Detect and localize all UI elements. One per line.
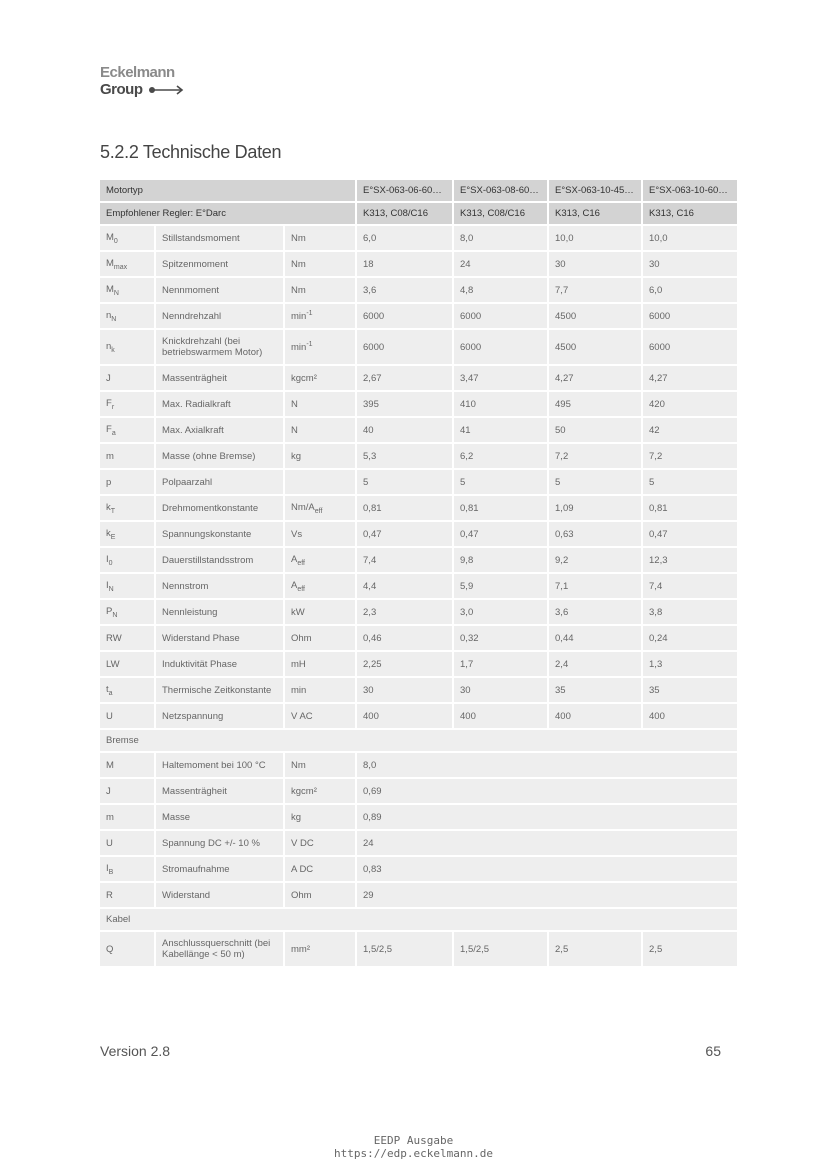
parameter-name: Haltemoment bei 100 °C xyxy=(156,753,283,777)
unit-cell xyxy=(285,496,355,520)
controller-value: K313, C08/C16 xyxy=(454,203,547,224)
symbol: I xyxy=(106,862,109,874)
value-cell: 6000 xyxy=(454,330,547,364)
table-row xyxy=(100,278,737,302)
parameter-name: Dauerstillstandsstrom xyxy=(156,548,283,572)
symbol-subscript: T xyxy=(110,507,116,515)
parameter-name: Induktivität Phase xyxy=(156,652,283,676)
company-logo xyxy=(100,64,186,98)
value-cell: 6000 xyxy=(357,304,452,328)
unit: Nm xyxy=(291,232,306,244)
unit-cell xyxy=(285,548,355,572)
parameter-name: Masse xyxy=(156,805,283,829)
symbol: n xyxy=(106,340,112,352)
table-row xyxy=(100,392,737,416)
table-row xyxy=(100,226,737,250)
symbol: m xyxy=(106,811,114,823)
section-title: 5.2.2 Technische Daten xyxy=(100,142,282,162)
unit-superscript: -1 xyxy=(306,309,313,317)
symbol-cell xyxy=(100,496,154,520)
value-cell: 6,0 xyxy=(643,278,737,302)
parameter-name: Spitzenmoment xyxy=(156,252,283,276)
symbol-cell xyxy=(100,857,154,881)
symbol: k xyxy=(106,501,111,513)
table-row xyxy=(100,652,737,676)
parameter-name: Nennstrom xyxy=(156,574,283,598)
value-cell: 35 xyxy=(549,678,641,702)
value-cell: 3,47 xyxy=(454,366,547,390)
value-cell: 0,47 xyxy=(357,522,452,546)
value-cell: 0,47 xyxy=(643,522,737,546)
parameter-name: Polpaarzahl xyxy=(156,470,283,494)
stamp-line-1: EEDP Ausgabe xyxy=(373,1134,454,1147)
table-row xyxy=(100,304,737,328)
unit: Nm xyxy=(291,759,306,771)
footer-page-number: 65 xyxy=(705,1043,721,1059)
table-row xyxy=(100,252,737,276)
value-cell: 3,6 xyxy=(357,278,452,302)
value-cell: 1,5/2,5 xyxy=(357,932,452,966)
symbol-subscript: 0 xyxy=(108,559,113,567)
table-row xyxy=(100,678,737,702)
symbol-subscript: r xyxy=(111,403,115,411)
value-cell: 7,4 xyxy=(643,574,737,598)
controller-label: Empfohlener Regler: E°Darc xyxy=(100,203,355,224)
value-cell: 41 xyxy=(454,418,547,442)
unit-cell xyxy=(285,932,355,966)
table-row xyxy=(100,626,737,650)
symbol: R xyxy=(106,889,113,901)
motor-model-header: E°SX-063-10-45… xyxy=(549,180,641,201)
table-row xyxy=(100,444,737,468)
value-cell: 0,44 xyxy=(549,626,641,650)
unit-cell xyxy=(285,831,355,855)
unit: Ohm xyxy=(291,889,312,901)
value-cell: 2,4 xyxy=(549,652,641,676)
unit: Nm xyxy=(291,284,306,296)
value-cell: 1,3 xyxy=(643,652,737,676)
unit-subscript: eff xyxy=(314,507,323,515)
unit: min xyxy=(291,311,307,323)
brake-section-title: Bremse xyxy=(100,730,737,751)
unit-cell xyxy=(285,678,355,702)
unit: kg xyxy=(291,811,302,823)
symbol-cell xyxy=(100,444,154,468)
parameter-name: Max. Radialkraft xyxy=(156,392,283,416)
value-cell: 5,3 xyxy=(357,444,452,468)
symbol-cell xyxy=(100,652,154,676)
symbol: m xyxy=(106,450,114,462)
unit: kg xyxy=(291,450,302,462)
parameter-name: Nennleistung xyxy=(156,600,283,624)
symbol-subscript: N xyxy=(108,585,114,593)
table-row xyxy=(100,418,737,442)
symbol-cell xyxy=(100,548,154,572)
unit: mm² xyxy=(291,943,310,955)
unit: Ohm xyxy=(291,632,312,644)
arrow-icon xyxy=(148,85,186,95)
table-row xyxy=(100,522,737,546)
symbol-cell xyxy=(100,932,154,966)
symbol-cell xyxy=(100,226,154,250)
motor-model-header: E°SX-063-08-60… xyxy=(454,180,547,201)
value-cell: 30 xyxy=(643,252,737,276)
value-cell: 3,0 xyxy=(454,600,547,624)
symbol-subscript: E xyxy=(110,533,116,541)
unit-subscript: eff xyxy=(297,559,305,567)
symbol-cell xyxy=(100,418,154,442)
value-cell: 3,6 xyxy=(549,600,641,624)
unit-cell xyxy=(285,278,355,302)
controller-value: K313, C16 xyxy=(643,203,737,224)
unit: V DC xyxy=(291,837,314,849)
unit-cell xyxy=(285,444,355,468)
unit: A DC xyxy=(291,863,314,875)
unit-cell xyxy=(285,753,355,777)
symbol-subscript: 0 xyxy=(113,237,118,245)
value-cell: 30 xyxy=(454,678,547,702)
symbol: RW xyxy=(106,632,122,644)
table-row xyxy=(100,600,737,624)
unit: min xyxy=(291,342,307,354)
unit-cell xyxy=(285,574,355,598)
value-cell: 0,81 xyxy=(643,496,737,520)
unit-cell xyxy=(285,704,355,728)
symbol-cell xyxy=(100,522,154,546)
value-cell: 2,5 xyxy=(549,932,641,966)
parameter-name: Nennmoment xyxy=(156,278,283,302)
unit: N xyxy=(291,398,298,410)
symbol: U xyxy=(106,837,113,849)
value-cell: 6000 xyxy=(643,304,737,328)
value-cell: 4,27 xyxy=(549,366,641,390)
symbol-cell xyxy=(100,753,154,777)
unit-cell xyxy=(285,600,355,624)
value-cell: 42 xyxy=(643,418,737,442)
parameter-name: Widerstand Phase xyxy=(156,626,283,650)
parameter-name: Knickdrehzahl (bei betriebswarmem Motor) xyxy=(156,330,283,364)
value-cell: 4,27 xyxy=(643,366,737,390)
value-cell: 6000 xyxy=(454,304,547,328)
value-cell: 0,69 xyxy=(357,779,737,803)
value-cell: 0,24 xyxy=(643,626,737,650)
parameter-name: Drehmomentkonstante xyxy=(156,496,283,520)
symbol-cell xyxy=(100,366,154,390)
value-cell: 7,7 xyxy=(549,278,641,302)
value-cell: 8,0 xyxy=(357,753,737,777)
unit: N xyxy=(291,424,298,436)
unit-cell xyxy=(285,226,355,250)
value-cell: 2,3 xyxy=(357,600,452,624)
value-cell: 0,47 xyxy=(454,522,547,546)
unit-cell xyxy=(285,304,355,328)
value-cell: 40 xyxy=(357,418,452,442)
symbol: M xyxy=(106,257,114,269)
unit: Nm xyxy=(291,258,306,270)
parameter-name: Widerstand xyxy=(156,883,283,907)
unit-cell xyxy=(285,779,355,803)
value-cell: 6,2 xyxy=(454,444,547,468)
symbol-subscript: a xyxy=(108,689,113,697)
symbol: M xyxy=(106,231,114,243)
unit: kgcm² xyxy=(291,372,317,384)
symbol: F xyxy=(106,397,112,409)
value-cell: 400 xyxy=(549,704,641,728)
unit: V AC xyxy=(291,710,313,722)
value-cell: 400 xyxy=(643,704,737,728)
unit: A xyxy=(291,579,298,591)
value-cell: 9,8 xyxy=(454,548,547,572)
table-row xyxy=(100,330,737,364)
symbol-cell xyxy=(100,330,154,364)
symbol-cell xyxy=(100,392,154,416)
value-cell: 2,5 xyxy=(643,932,737,966)
brake-section-row xyxy=(100,730,737,751)
value-cell: 35 xyxy=(643,678,737,702)
controller-value: K313, C16 xyxy=(549,203,641,224)
cable-row xyxy=(100,932,737,966)
cable-section-row xyxy=(100,909,737,930)
value-cell: 0,32 xyxy=(454,626,547,650)
value-cell: 5 xyxy=(454,470,547,494)
symbol: M xyxy=(106,283,114,295)
value-cell: 410 xyxy=(454,392,547,416)
logo-line-2 xyxy=(100,81,186,98)
brake-row xyxy=(100,805,737,829)
symbol: t xyxy=(106,683,109,695)
unit-superscript: -1 xyxy=(306,340,313,348)
unit-cell xyxy=(285,522,355,546)
symbol: Q xyxy=(106,943,114,955)
unit: A xyxy=(291,553,298,565)
parameter-name: Thermische Zeitkonstante xyxy=(156,678,283,702)
symbol-cell xyxy=(100,600,154,624)
symbol: LW xyxy=(106,658,120,670)
unit-cell xyxy=(285,252,355,276)
symbol-cell xyxy=(100,678,154,702)
unit-cell xyxy=(285,857,355,881)
symbol: M xyxy=(106,759,114,771)
value-cell: 1,09 xyxy=(549,496,641,520)
value-cell: 6000 xyxy=(357,330,452,364)
parameter-name: Spannung DC +/- 10 % xyxy=(156,831,283,855)
unit-cell xyxy=(285,330,355,364)
value-cell: 0,89 xyxy=(357,805,737,829)
value-cell: 0,81 xyxy=(357,496,452,520)
parameter-name: Max. Axialkraft xyxy=(156,418,283,442)
footer-version: Version 2.8 xyxy=(100,1043,171,1059)
value-cell: 8,0 xyxy=(454,226,547,250)
value-cell: 7,1 xyxy=(549,574,641,598)
symbol-cell xyxy=(100,883,154,907)
parameter-name: Nenndrehzahl xyxy=(156,304,283,328)
value-cell: 10,0 xyxy=(549,226,641,250)
value-cell: 24 xyxy=(454,252,547,276)
value-cell: 30 xyxy=(549,252,641,276)
parameter-name: Massenträgheit xyxy=(156,779,283,803)
symbol-cell xyxy=(100,304,154,328)
value-cell: 6000 xyxy=(643,330,737,364)
value-cell: 4,4 xyxy=(357,574,452,598)
symbol: J xyxy=(106,785,111,797)
symbol-subscript: max xyxy=(113,263,128,271)
symbol: F xyxy=(106,423,112,435)
value-cell: 30 xyxy=(357,678,452,702)
unit-cell xyxy=(285,883,355,907)
symbol-cell xyxy=(100,574,154,598)
unit: Vs xyxy=(291,528,303,540)
value-cell: 50 xyxy=(549,418,641,442)
brake-row xyxy=(100,779,737,803)
symbol-cell xyxy=(100,252,154,276)
motor-model-header: E°SX-063-06-60… xyxy=(357,180,452,201)
unit-cell xyxy=(285,392,355,416)
value-cell: 18 xyxy=(357,252,452,276)
table-row xyxy=(100,470,737,494)
value-cell: 12,3 xyxy=(643,548,737,572)
parameter-name: Massenträgheit xyxy=(156,366,283,390)
symbol: J xyxy=(106,372,111,384)
value-cell: 1,5/2,5 xyxy=(454,932,547,966)
value-cell: 7,2 xyxy=(643,444,737,468)
unit-cell xyxy=(285,366,355,390)
table-row xyxy=(100,548,737,572)
value-cell: 3,8 xyxy=(643,600,737,624)
parameter-name: Stillstandsmoment xyxy=(156,226,283,250)
symbol-cell xyxy=(100,470,154,494)
value-cell: 0,83 xyxy=(357,857,737,881)
unit: mH xyxy=(291,658,306,670)
value-cell: 7,2 xyxy=(549,444,641,468)
symbol-cell xyxy=(100,278,154,302)
symbol: P xyxy=(106,605,113,617)
unit-cell xyxy=(285,418,355,442)
value-cell: 5,9 xyxy=(454,574,547,598)
table-row xyxy=(100,704,737,728)
symbol-cell xyxy=(100,704,154,728)
header-row xyxy=(100,180,737,201)
value-cell: 400 xyxy=(454,704,547,728)
parameter-name: Stromaufnahme xyxy=(156,857,283,881)
value-cell: 6,0 xyxy=(357,226,452,250)
unit: min xyxy=(291,684,307,696)
unit: kW xyxy=(291,606,305,618)
value-cell: 0,46 xyxy=(357,626,452,650)
symbol-subscript: N xyxy=(113,289,119,297)
unit-cell xyxy=(285,470,355,494)
symbol-subscript: B xyxy=(108,868,114,876)
value-cell: 9,2 xyxy=(549,548,641,572)
value-cell: 10,0 xyxy=(643,226,737,250)
motor-model-header: E°SX-063-10-60… xyxy=(643,180,737,201)
table-row xyxy=(100,366,737,390)
unit: kgcm² xyxy=(291,785,317,797)
unit: Nm/A xyxy=(291,501,315,513)
value-cell: 2,67 xyxy=(357,366,452,390)
brake-row xyxy=(100,753,737,777)
symbol-cell xyxy=(100,779,154,803)
value-cell: 400 xyxy=(357,704,452,728)
table-row xyxy=(100,496,737,520)
value-cell: 2,25 xyxy=(357,652,452,676)
symbol-subscript: a xyxy=(111,429,116,437)
value-cell: 395 xyxy=(357,392,452,416)
value-cell: 24 xyxy=(357,831,737,855)
technical-data-table xyxy=(98,178,739,968)
unit-cell xyxy=(285,805,355,829)
controller-value: K313, C08/C16 xyxy=(357,203,452,224)
logo-line-2-text: Group xyxy=(100,81,143,98)
symbol: U xyxy=(106,710,113,722)
value-cell: 495 xyxy=(549,392,641,416)
print-stamp xyxy=(0,1134,827,1160)
symbol: k xyxy=(106,527,111,539)
symbol-cell xyxy=(100,805,154,829)
cable-section-title: Kabel xyxy=(100,909,737,930)
unit-cell xyxy=(285,652,355,676)
symbol-subscript: N xyxy=(112,611,118,619)
table-row xyxy=(100,574,737,598)
value-cell: 4500 xyxy=(549,304,641,328)
logo-line-1: Eckelmann xyxy=(100,64,175,81)
brake-row xyxy=(100,883,737,907)
symbol: n xyxy=(106,309,112,321)
value-cell: 5 xyxy=(357,470,452,494)
symbol-cell xyxy=(100,626,154,650)
stamp-line-2: https://edp.eckelmann.de xyxy=(334,1147,493,1160)
symbol: I xyxy=(106,553,109,565)
value-cell: 0,63 xyxy=(549,522,641,546)
symbol-cell xyxy=(100,831,154,855)
value-cell: 0,81 xyxy=(454,496,547,520)
symbol: I xyxy=(106,579,109,591)
brake-row xyxy=(100,831,737,855)
symbol-subscript: k xyxy=(111,346,115,354)
parameter-name: Netzspannung xyxy=(156,704,283,728)
value-cell: 4,8 xyxy=(454,278,547,302)
controller-row xyxy=(100,203,737,224)
symbol: p xyxy=(106,476,112,488)
value-cell: 29 xyxy=(357,883,737,907)
unit-cell xyxy=(285,626,355,650)
motor-type-label: Motortyp xyxy=(100,180,355,201)
brake-row xyxy=(100,857,737,881)
unit-subscript: eff xyxy=(297,585,305,593)
value-cell: 1,7 xyxy=(454,652,547,676)
symbol-subscript: N xyxy=(111,315,117,323)
value-cell: 5 xyxy=(549,470,641,494)
parameter-name: Spannungskonstante xyxy=(156,522,283,546)
parameter-name: Anschlussquerschnitt (bei Kabellänge < 50 m) xyxy=(156,932,283,966)
value-cell: 7,4 xyxy=(357,548,452,572)
parameter-name: Masse (ohne Bremse) xyxy=(156,444,283,468)
value-cell: 5 xyxy=(643,470,737,494)
value-cell: 4500 xyxy=(549,330,641,364)
value-cell: 420 xyxy=(643,392,737,416)
